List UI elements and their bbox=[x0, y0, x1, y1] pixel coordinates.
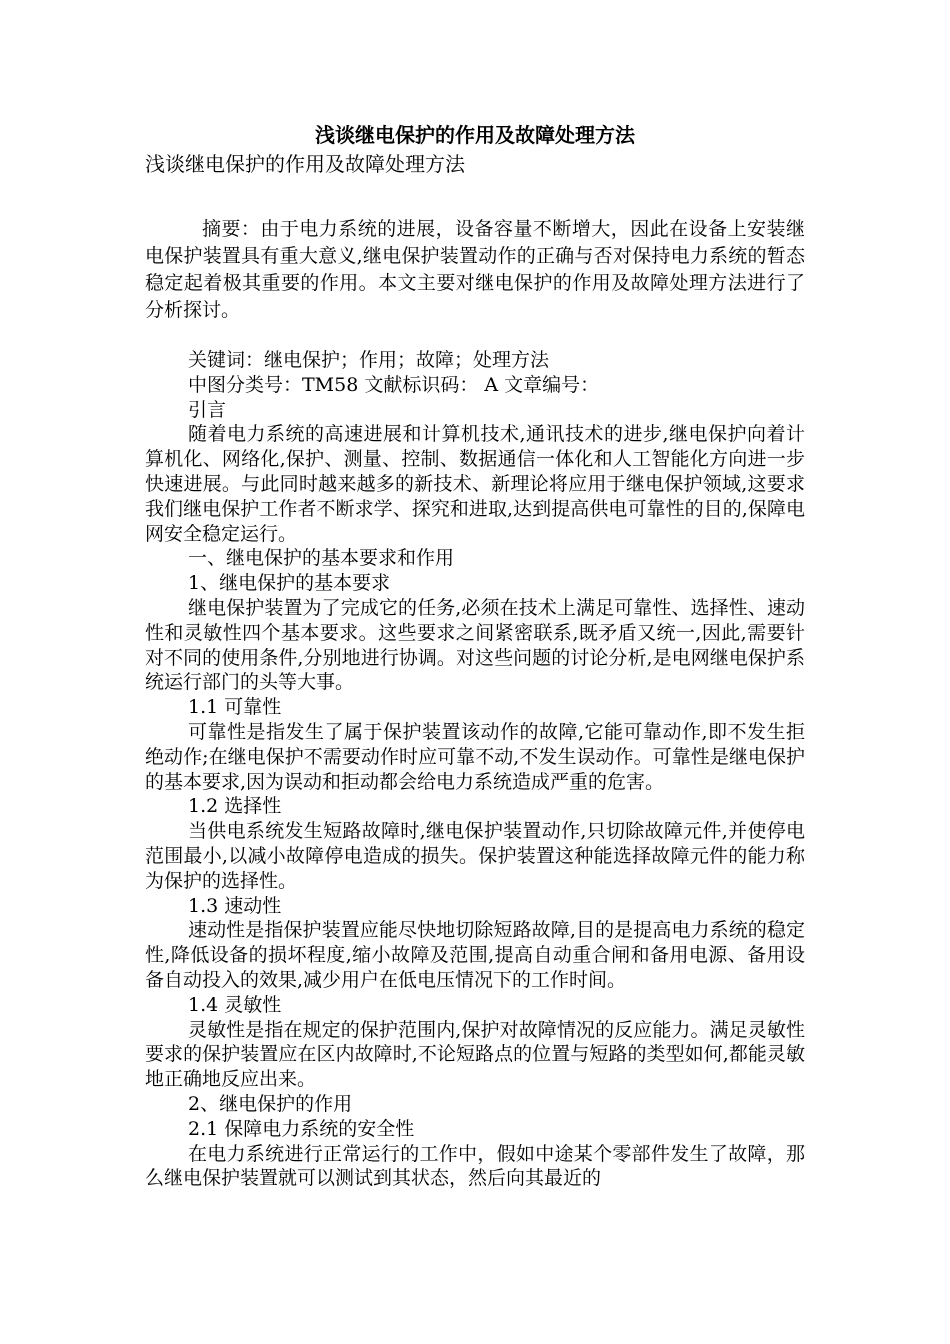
document-title: 浅谈继电保护的作用及故障处理方法 bbox=[315, 123, 635, 147]
subsection-heading: 1.3 速动性 bbox=[188, 894, 282, 917]
intro-heading: 引言 bbox=[188, 398, 227, 421]
subsection-heading: 1、继电保护的基本要求 bbox=[188, 572, 391, 595]
document-subtitle: 浅谈继电保护的作用及故障处理方法 bbox=[145, 152, 465, 176]
subsection-heading: 2.1 保障电力系统的安全性 bbox=[188, 1117, 415, 1140]
abstract-paragraph: 摘要：由于电力系统的进展，设备容量不断增大，因此在设备上安装继电保护装置具有重大意义,继电保护装置动作的正确与否对保持电力系统的暂态稳定起着极其重要的作用。本文主要对继电保护的作用及故障处理方法进行了分析探讨。 bbox=[145, 218, 805, 321]
document-body bbox=[145, 120, 805, 1191]
body-paragraph: 继电保护装置为了完成它的任务,必须在技术上满足可靠性、选择性、速动性和灵敏性四个基本要求。这些要求之间紧密联系,既矛盾又统一,因此,需要针对不同的使用条件,分别地进行协调。对这些问题的讨论分析,是电网继电保护系统运行部门的头等大事。 bbox=[145, 596, 805, 694]
intro-paragraph: 随着电力系统的高速进展和计算机技术,通讯技术的进步,继电保护向着计算机化、网络化,保护、测量、控制、数据通信一体化和人工智能化方向进一步快速进展。与此同时越来越多的新技术、新理论将应用于继电保护领域,这要求我们继电保护工作者不断求学、探究和进取,达到提高供电可靠性的目的,保障电网安全稳定运行。 bbox=[145, 423, 805, 545]
subsection-heading: 1.4 灵敏性 bbox=[188, 993, 282, 1016]
body-paragraph: 在电力系统进行正常运行的工作中，假如中途某个零部件发生了故障，那么继电保护装置就可以测试到其状态，然后向其最近的 bbox=[145, 1142, 805, 1190]
subsection-heading: 1.2 选择性 bbox=[188, 795, 282, 818]
classification-line: 中图分类号：TM58 文献标识码： A 文章编号： bbox=[188, 373, 600, 396]
body-paragraph: 灵敏性是指在规定的保护范围内,保护对故障情况的反应能力。满足灵敏性要求的保护装置应在区内故障时,不论短路点的位置与短路的类型如何,都能灵敏地正确地反应出来。 bbox=[145, 1018, 805, 1091]
subsection-heading: 1.1 可靠性 bbox=[188, 696, 282, 719]
body-paragraph: 速动性是指保护装置应能尽快地切除短路故障,目的是提高电力系统的稳定性,降低设备的损坏程度,缩小故障及范围,提高自动重合闸和备用电源、备用设备自动投入的效果,减少用户在低电压情况下的工作时间。 bbox=[145, 919, 805, 991]
body-paragraph: 可靠性是指发生了属于保护装置该动作的故障,它能可靠动作,即不发生拒绝动作;在继电保护不需要动作时应可靠不动,不发生误动作。可靠性是继电保护的基本要求,因为误动和拒动都会给电力系统造成严重的危害。 bbox=[145, 720, 805, 793]
subsection-heading: 2、继电保护的作用 bbox=[188, 1092, 353, 1115]
section-heading: 一、继电保护的基本要求和作用 bbox=[188, 547, 455, 570]
keywords-line: 关键词：继电保护；作用；故障；处理方法 bbox=[188, 349, 550, 371]
body-paragraph: 当供电系统发生短路故障时,继电保护装置动作,只切除故障元件,并使停电范围最小,以减小故障停电造成的损失。保护装置这种能选择故障元件的能力称为保护的选择性。 bbox=[145, 820, 805, 892]
